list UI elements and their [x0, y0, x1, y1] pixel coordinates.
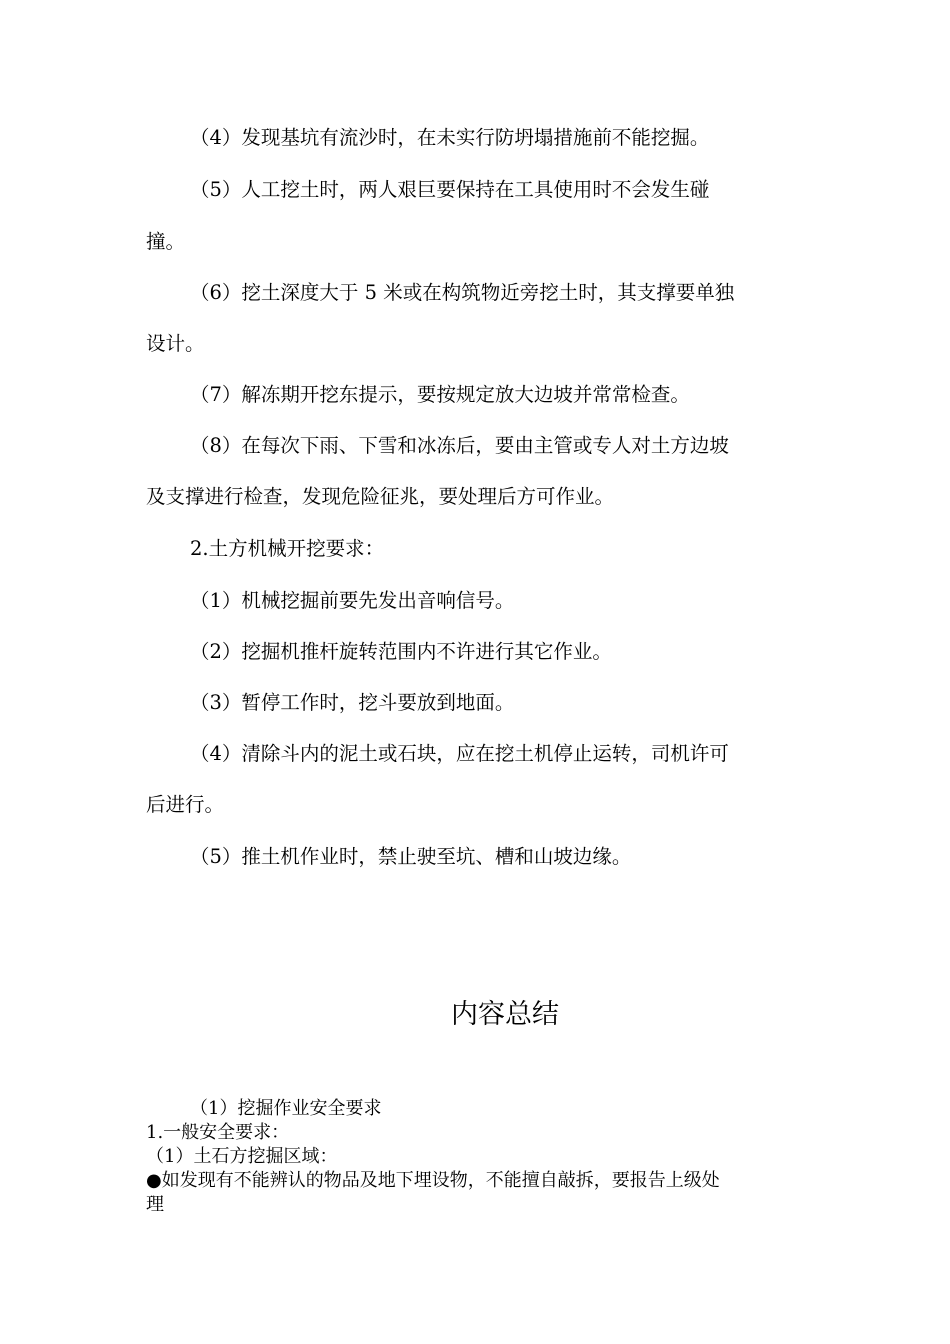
summary-line-3: （1）土石方挖掘区域：	[146, 1146, 338, 1167]
machine-item-5: （5）推土机作业时，禁止驶至坑、槽和山坡边缘。	[190, 845, 632, 868]
machine-item-3: （3）暂停工作时，挖斗要放到地面。	[190, 691, 515, 714]
machine-item-4-line1: （4）清除斗内的泥土或石块，应在挖土机停止运转，司机许可	[190, 742, 729, 765]
machine-item-1: （1）机械挖掘前要先发出音响信号。	[190, 589, 515, 612]
summary-line-4b: 理	[146, 1194, 164, 1215]
summary-line-4a: ●如发现有不能辨认的物品及地下埋设物，不能擅自敲拆，要报告上级处	[146, 1170, 720, 1191]
machine-item-2: （2）挖掘机推杆旋转范围内不许进行其它作业。	[190, 640, 612, 663]
summary-line-2: 1.一般安全要求：	[146, 1122, 290, 1143]
summary-line-1: （1）挖掘作业安全要求	[190, 1098, 382, 1119]
paragraph-4: （4）发现基坑有流沙时，在未实行防坍塌措施前不能挖掘。	[190, 126, 710, 149]
paragraph-7: （7）解冻期开挖东提示，要按规定放大边坡并常常检查。	[190, 383, 690, 406]
paragraph-5-line2: 撞。	[146, 230, 186, 253]
paragraph-8-line2: 及支撑进行检查，发现危险征兆，要处理后方可作业。	[146, 485, 615, 508]
paragraph-6-line2: 设计。	[146, 332, 205, 355]
paragraph-5-line1: （5）人工挖土时，两人艰巨要保持在工具使用时不会发生碰	[190, 178, 710, 201]
machine-item-4-line2: 后进行。	[146, 793, 225, 816]
section-heading-2: 2.土方机械开挖要求：	[190, 537, 385, 560]
summary-title: 内容总结	[451, 999, 559, 1030]
paragraph-8-line1: （8）在每次下雨、下雪和冰冻后，要由主管或专人对土方边坡	[190, 434, 729, 457]
paragraph-6-line1: （6）挖土深度大于 5 米或在构筑物近旁挖土时，其支撑要单独	[190, 281, 735, 304]
